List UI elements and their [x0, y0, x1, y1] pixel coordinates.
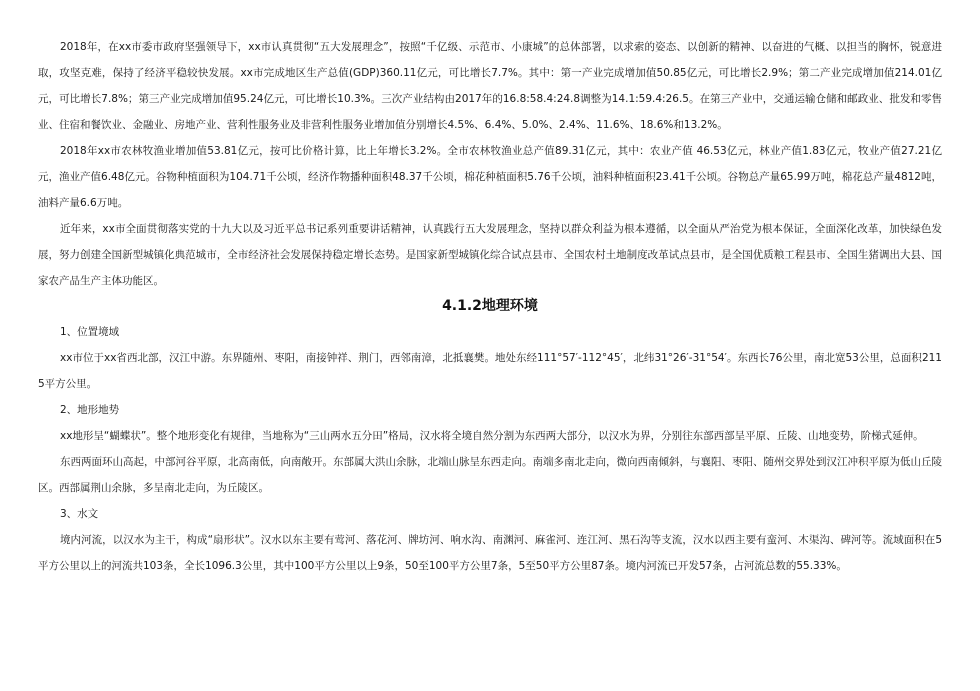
hydrology-heading: 3、水文 [60, 508, 99, 520]
hydrology-paragraph: 境内河流，以汉水为主干，构成“扇形状”。汉水以东主要有莺河、落花河、牌坊河、响水沟、南渊河、麻雀河、连江河、黑石沟等支流，汉水以西主要有蛮河、木渠沟、碑河等。流域面积在5平方公里以上的河流共103条，全长1096.3公里，其中100平方公里以上9条，50至100平方公里7条，5至50平方公里87条。境内河流已开发57条，占河流总数的55.33%。 [38, 534, 942, 572]
location-heading: 1、位置境域 [60, 326, 120, 338]
terrain-paragraph-shape: xx地形呈“蝴蝶状”。整个地形变化有规律，当地称为“三山两水五分田”格局，汉水将全境自然分割为东西两大部分，以汉水为界，分别往东部西部呈平原、丘陵、山地变势，阶梯式延伸。 [60, 430, 924, 442]
section-title: 4.1.2地理环境 [442, 298, 538, 314]
location-paragraph: xx市位于xx省西北部，汉江中游。东界随州、枣阳，南接钟祥、荆门，西邻南漳，北抵襄樊。地处东经111°57′-112°45′，北纬31°26′-31°54′。东西长76公里，南北宽53公里，总面积2115平方公里。 [38, 352, 942, 390]
intro-paragraph-economy: 2018年，在xx市委市政府坚强领导下，xx市认真贯彻“五大发展理念”，按照“千亿级、示范市、小康城”的总体部署，以求索的姿态、以创新的精神、以奋进的气概、以担当的胸怀，锐意进取，攻坚克难，保持了经济平稳较快发展。xx市完成地区生产总值(GDP)360.11亿元，可比增长7.7%。其中：第一产业完成增加值50.85亿元，可比增长2.9%；第二产业完成增加值214.01亿元，可比增长7.8%；第三产业完成增加值95.24亿元，可比增长10.3%。三次产业结构由2017年的16.8:58.4:24.8调整为14.1:59.4:26.5。在第三产业中，交通运输仓储和邮政业、批发和零售业、住宿和餐饮业、金融业、房地产业、营利性服务业及非营利性服务业增加值分别增长4.5%、6.4%、5.0%、2.4%、11.6%、18.6%和13.2%。 [38, 41, 942, 131]
document-page [38, 34, 942, 579]
intro-paragraph-development: 近年来，xx市全面贯彻落实党的十九大以及习近平总书记系列重要讲话精神，认真践行五大发展理念，坚持以群众利益为根本遵循，以全面从严治党为根本保证，全面深化改革，加快绿色发展，努力创建全国新型城镇化典范城市，全市经济社会发展保持稳定增长态势。是国家新型城镇化综合试点县市、全国农村土地制度改革试点县市，是全国优质粮工程县市、全国生猪调出大县、国家农产品生产主体功能区。 [38, 223, 942, 287]
intro-paragraph-agriculture: 2018年xx市农林牧渔业增加值53.81亿元，按可比价格计算，比上年增长3.2%。全市农林牧渔业总产值89.31亿元，其中：农业产值 46.53亿元，林业产值1.83亿元，牧业产值27.21亿元，渔业产值6.48亿元。谷物种植面积为104.71千公顷，经济作物播种面积48.37千公顷，棉花种植面积5.76千公顷，油料种植面积23.41千公顷。谷物总产量65.99万吨，棉花总产量4812吨，油料产量6.6万吨。 [38, 145, 942, 209]
terrain-paragraph-relief: 东西两面环山高起，中部河谷平原，北高南低，向南敞开。东部属大洪山余脉，北端山脉呈东西走向。南端多南北走向，微向西南倾斜，与襄阳、枣阳、随州交界处到汉江冲积平原为低山丘陵区。西部属荆山余脉，多呈南北走向，为丘陵区。 [38, 456, 942, 494]
terrain-heading: 2、地形地势 [60, 404, 120, 416]
